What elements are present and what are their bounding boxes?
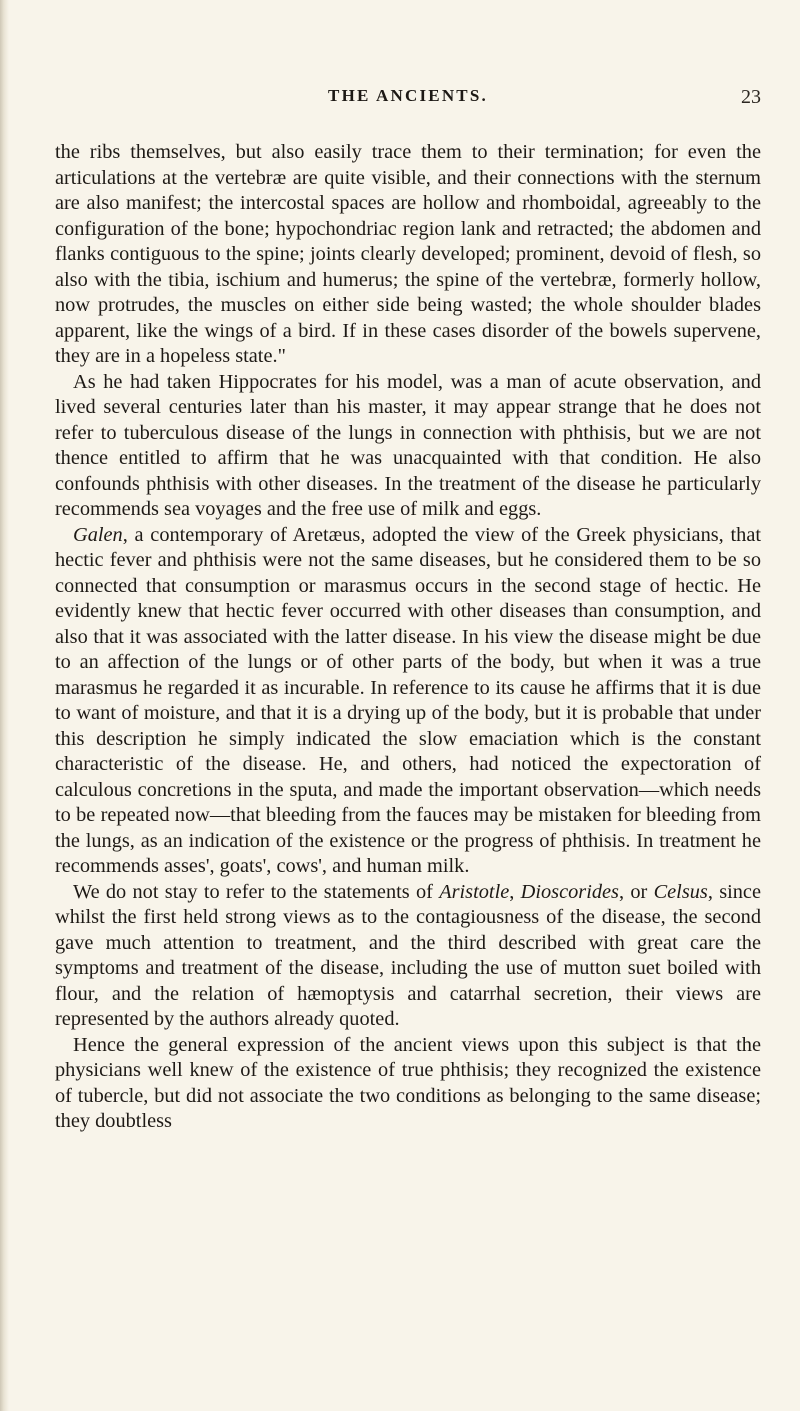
name-galen: Galen <box>73 523 123 546</box>
paragraph-text: As he had taken Hippocrates for his model, was a man of acute observation, and lived several centuries later than his master, it may appear strange that he does not refer to tuberculous disease of the lungs in connection with phthisis, but we are not thence entitled to affirm that he was unacquainted with that condition. He also confounds phthisis with other diseases. In the treatment of the disease he particularly recommends sea voyages and the free use of milk and eggs. <box>55 370 761 520</box>
name-aristotle: Aristotle <box>439 880 510 903</box>
paragraph-aristotle-dioscorides-celsus <box>55 880 761 1033</box>
paragraph-text: We do not stay to refer to the statements of <box>73 880 440 903</box>
paragraph-galen <box>55 523 761 880</box>
paragraph-text: , or <box>618 880 654 903</box>
body-text <box>55 140 761 1135</box>
running-head <box>55 86 761 110</box>
paragraph-text: , since whilst the first held strong views as to the contagiousness of the disease, the second gave much attention to treatment, and the third described with great care the symptoms and treatment of the disease, including the use of mutton suet boiled with flour, and the relation of hæmoptysis and catarrhal secretion, their views are represented by the authors already quoted. <box>55 880 761 1030</box>
paragraph-text: , <box>509 880 521 903</box>
paragraph-ribs-description <box>55 140 761 370</box>
page-binding-edge <box>0 0 9 1411</box>
paragraph-hippocrates-model <box>55 370 761 523</box>
name-celsus: Celsus <box>653 880 708 903</box>
page-number: 23 <box>741 86 761 108</box>
paragraph-text: the ribs themselves, but also easily trace them to their termination; for even the articulations at the vertebræ are quite visible, and their connections with the sternum are also manifest; the intercostal spaces are hollow and rhomboidal, agreeably to the configuration of the bone; hypochondriac region lank and retracted; the abdomen and flanks contiguous to the spine; joints clearly developed; prominent, devoid of flesh, so also with the tibia, ischium and humerus; the spine of the vertebræ, formerly hollow, now protrudes, the muscles on either side being wasted; the whole shoulder blades apparent, like the wings of a bird. If in these cases disorder of the bowels supervene, they are in a hopeless state." <box>55 141 761 367</box>
paragraph-general-expression <box>55 1033 761 1135</box>
paragraph-text: , a contemporary of Aretæus, adopted the view of the Greek physicians, that hectic fever and phthisis were not the same diseases, but he considered them to be so connected that consumption or marasmus occurs in the second stage of hectic. He evidently knew that hectic fever occurred with other diseases than consumption, and also that it was associated with the latter disease. In his view the disease might be due to an affection of the lungs or of other parts of the body, but when it was a true marasmus he regarded it as incurable. In reference to its cause he affirms that it is due to want of moisture, and that it is a drying up of the body, but it is probable that under this description he simply indicated the slow emaciation which is the constant characteristic of the disease. He, and others, had noticed the expectoration of calculous concretions in the sputa, and made the important observation—which needs to be repeated now—that bleeding from the fauces may be mistaken for bleeding from the lungs, as an indication of the existence or the progress of phthisis. In treatment he recommends asses', goats', cows', and human milk. <box>55 523 761 877</box>
name-dioscorides: Dioscorides <box>520 880 619 903</box>
paragraph-text: Hence the general expression of the ancient views upon this subject is that the physicians well knew of the existence of true phthisis; they recognized the existence of tubercle, but did not associate the two conditions as belonging to the same disease; they doubtless <box>55 1033 761 1132</box>
running-title: THE ANCIENTS. <box>328 86 488 105</box>
